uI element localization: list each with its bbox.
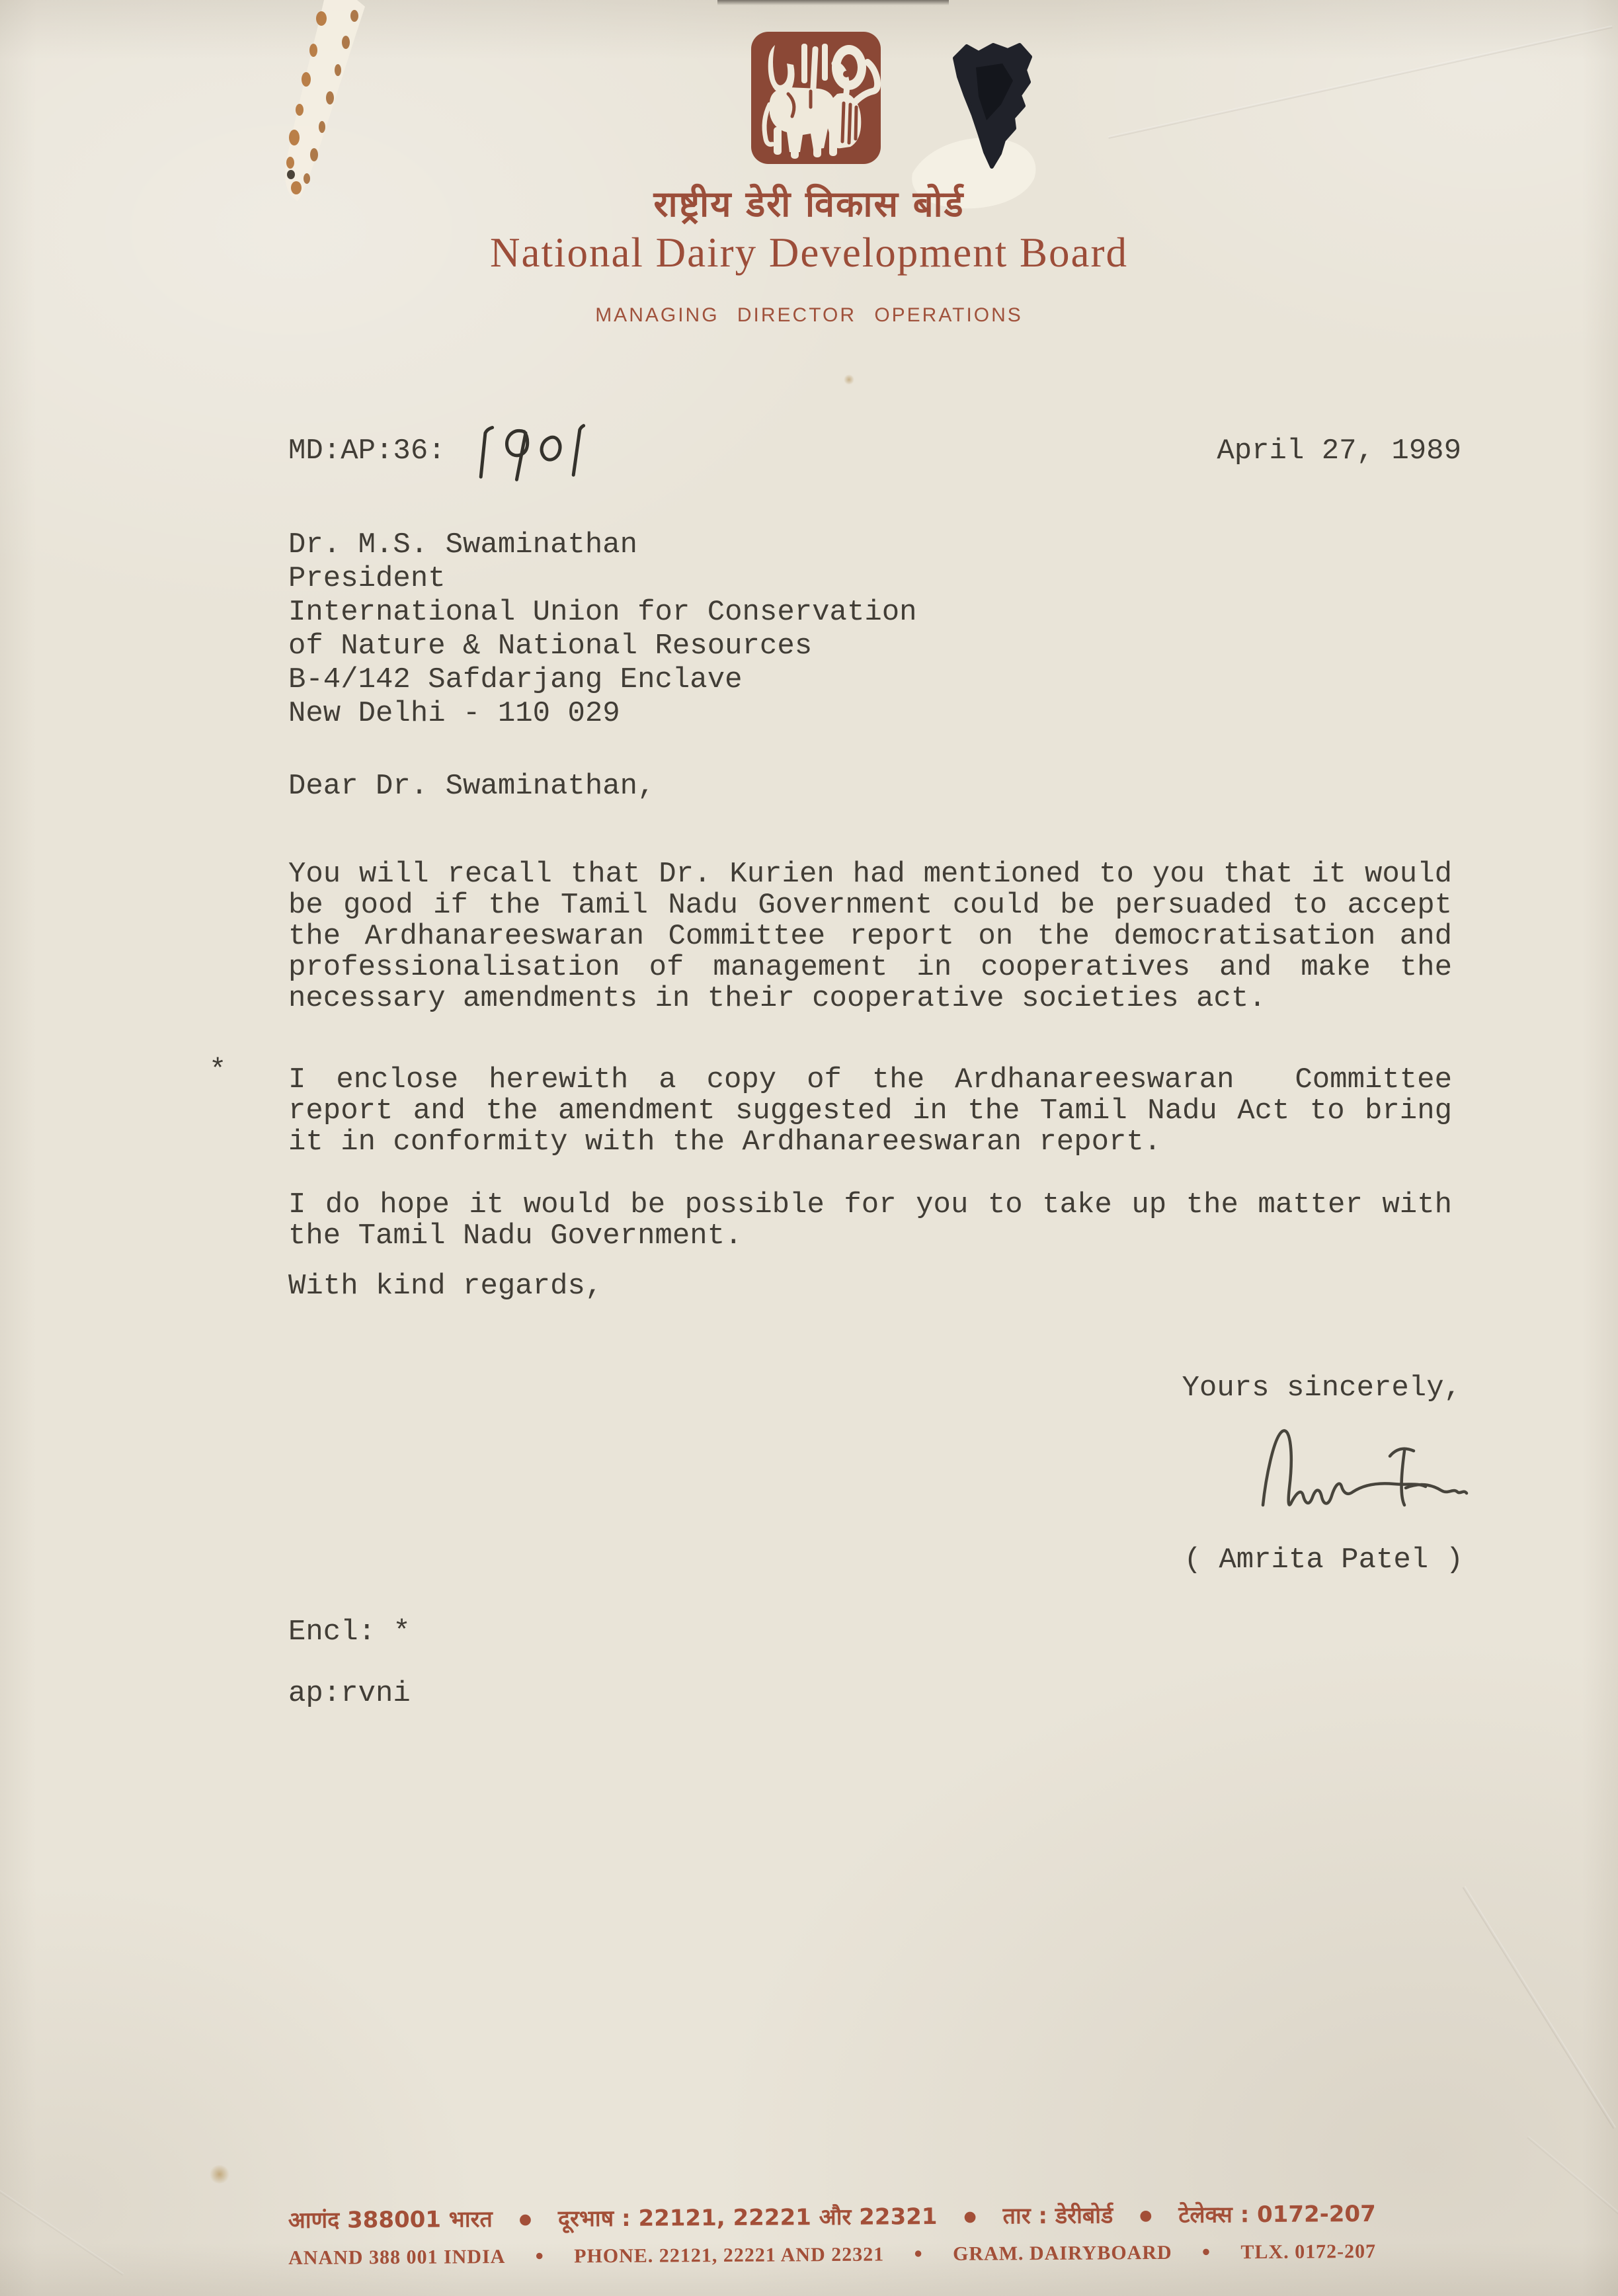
address-line: President — [288, 562, 446, 595]
salutation: Dear Dr. Swaminathan, — [288, 770, 655, 803]
reference-code: MD:AP:36: — [288, 434, 446, 468]
signatory-name: ( Amrita Patel ) — [1184, 1543, 1463, 1577]
bullet-icon: ● — [535, 2246, 545, 2264]
footer-segment: GRAM. DAIRYBOARD — [952, 2241, 1172, 2265]
paper-crease-top-right — [1108, 26, 1613, 139]
body-paragraph: I enclose herewith a copy of the Ardhanareeswaran Committee report and the amendment suggested in the Tamil Nadu Act to bring it in conformity with the Ardhanareeswaran report. — [288, 1063, 1470, 1159]
body-paragraph: You will recall that Dr. Kurien had mentioned to you that it would be good if the Tamil Nadu Government could be persuaded to accept the Ardhanareeswaran Committee report on the democratisation and professionalisation of management in cooperatives and make the necessary amendments in their cooperative societies act. — [288, 858, 1470, 1015]
paper-crease-bottom-left — [0, 2181, 124, 2276]
office-title: MANAGING DIRECTOR OPERATIONS — [595, 304, 1023, 326]
letterhead-footer — [288, 2199, 1377, 2272]
enclosure-note: Encl: * — [288, 1616, 411, 1649]
footer-segment: TLX. 0172-207 — [1240, 2240, 1377, 2264]
paper-stain — [209, 2165, 230, 2184]
bullet-icon: ● — [963, 2208, 977, 2225]
address-line: International Union for Conservation — [288, 596, 917, 629]
org-name-hindi: राष्ट्रीय डेरी विकास बोर्ड — [653, 183, 965, 225]
footer-segment: टेलेक्स : 0172-207 — [1178, 2200, 1376, 2229]
recipient-address — [288, 528, 917, 731]
letter-date: April 27, 1989 — [1217, 434, 1461, 468]
bullet-icon: ● — [1139, 2207, 1153, 2225]
nddb-bull-seal-icon — [750, 30, 882, 165]
footer-segment: आणंद 388001 भारत — [288, 2206, 493, 2234]
footer-segment: दूरभाष : 22121, 22221 और 22321 — [557, 2203, 938, 2233]
bullet-icon: ● — [518, 2211, 532, 2228]
margin-asterisk: * — [209, 1054, 227, 1087]
typist-initials: ap:rvni — [288, 1677, 411, 1710]
handwritten-number — [469, 415, 611, 489]
body-paragraph: I do hope it would be possible for you to take up the matter with the Tamil Nadu Government. — [288, 1188, 1470, 1252]
paper-stain-small — [844, 374, 854, 385]
bullet-icon: ● — [913, 2244, 924, 2262]
rusted-pin-mark-icon — [258, 0, 390, 212]
scan-edge-smudge — [717, 0, 949, 5]
handwritten-signature-icon — [1248, 1419, 1486, 1551]
footer-contact-english — [288, 2239, 1376, 2272]
footer-segment: ANAND 388 001 INDIA — [288, 2246, 506, 2270]
paper-crease-bottom-right — [1463, 1886, 1616, 2129]
footer-segment: PHONE. 22121, 22221 AND 22321 — [574, 2243, 885, 2268]
ink-blot-icon — [950, 41, 1035, 173]
closing-regards: With kind regards, — [288, 1270, 603, 1303]
address-line: New Delhi - 110 029 — [288, 697, 620, 730]
paper-crease-bottom-right-2 — [1527, 2136, 1618, 2248]
footer-segment: तार : डेरीबोर्ड — [1002, 2202, 1113, 2230]
bullet-icon: ● — [1201, 2242, 1211, 2260]
address-line: Dr. M.S. Swaminathan — [288, 528, 638, 561]
valediction: Yours sincerely, — [1182, 1372, 1461, 1405]
address-line: B-4/142 Safdarjang Enclave — [288, 663, 743, 696]
reference-row — [288, 436, 1461, 467]
address-line: of Nature & National Resources — [288, 630, 813, 663]
org-name-english: National Dairy Development Board — [490, 229, 1128, 276]
footer-contact-hindi — [288, 2199, 1376, 2239]
